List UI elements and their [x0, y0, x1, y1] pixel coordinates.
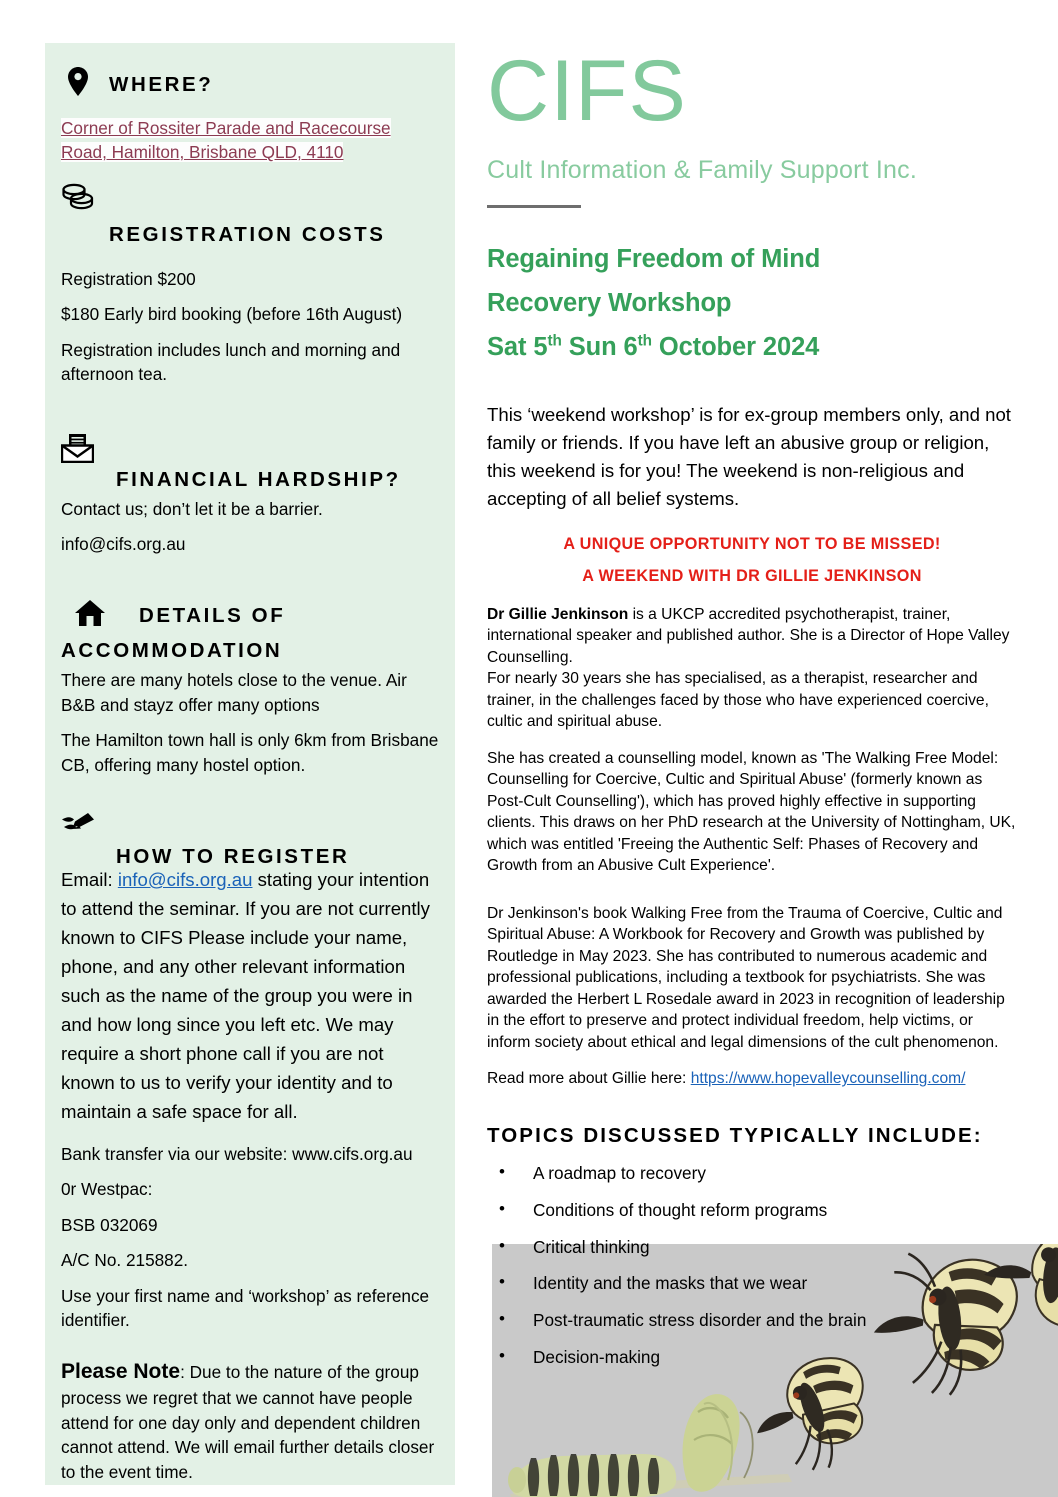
- topics-heading: TOPICS DISCUSSED TYPICALLY INCLUDE:: [487, 1124, 983, 1148]
- register-instructions: stating your intention to attend the seminar. If you are not currently known to CIFS Please include your name, phone, and any other relevant information such as the name of the group you were in and how long since you left etc. We may require a short phone call if you are not known to us to verify your identity and to maintain a safe space for all.: [61, 869, 430, 1123]
- hope-valley-counselling-link[interactable]: https://www.hopevalleycounselling.com/: [690, 1070, 966, 1088]
- bio-paragraph-2: For nearly 30 years she has specialised, as a therapist, researcher and trainer, in the challenges faced by those who have experienced coercive, cultic and spiritual abuse.: [487, 670, 989, 731]
- hardship-email[interactable]: info@cifs.org.au: [61, 533, 186, 554]
- accommodation-heading-line1: DETAILS OF: [139, 603, 286, 627]
- accommodation-line-2: The Hamilton town hall is only 6km from Brisbane CB, offering many hostel option.: [61, 730, 439, 775]
- please-note-body: : Due to the nature of the group process we regret that we cannot have people attend for one day only and dependent children cannot attend. We will email further details closer to the event time.: [61, 1361, 435, 1482]
- where-heading: WHERE?: [109, 72, 214, 96]
- cifs-logo: CIFS: [487, 43, 687, 139]
- bank-line-2: 0r Westpac:: [61, 1179, 153, 1200]
- speaker-name: Dr Gillie Jenkinson: [487, 605, 629, 623]
- date-ordinal-2: th: [637, 332, 652, 350]
- home-icon: [73, 600, 107, 631]
- bio-paragraph-4: Dr Jenkinson's book Walking Free from the Trauma of Coercive, Cultic and Spiritual Abuse: A Workbook for Recovery and Growth was published by Routledge in May 2023. She has contributed to numerous academic and professional publications, including a textbook for psychiatrists. She was awarded the Herbert L Rosedale award in 2023 in recognition of leadership in the effort to preserve and protect individual freedom, help victims, or inform society about ethical and legal dimensions of the cult phenomenon.: [487, 904, 1005, 1051]
- bank-line-4: A/C No. 215882.: [61, 1250, 189, 1271]
- topic-item: • Decision-making: [487, 1349, 1017, 1366]
- hardship-icon-row: [61, 433, 439, 470]
- pen-nib-icon: [61, 812, 101, 842]
- registration-cost-line-3: Registration includes lunch and morning and afternoon tea.: [61, 339, 401, 385]
- financial-hardship-heading: FINANCIAL HARDSHIP?: [116, 467, 401, 491]
- how-to-register-icon-row: [61, 811, 439, 843]
- bio-paragraph-3: She has created a counselling model, known as 'The Walking Free Model: Counselling for Coercive, Cultic and Spiritual Abuse' (formerly known as Post-Cult Counselling'), which has proved highly effective in supporting clients. This draws on her PhD research at the University of Nottingham, UK, which was entitled 'Freeing the Authentic Self: Phases of Recovery and Growth from an Abusive Cult Experience'.: [487, 749, 1016, 875]
- cifs-logo-subtitle: Cult Information & Family Support Inc.: [487, 156, 917, 184]
- topic-item: • Critical thinking: [487, 1239, 1017, 1256]
- bio-paragraph-1: [487, 604, 1017, 669]
- bank-line-3: BSB 032069: [61, 1214, 158, 1235]
- location-pin-icon: [61, 67, 95, 102]
- header-divider: [487, 205, 581, 208]
- registration-cost-line-2: $180 Early bird booking (before 16th August): [61, 304, 403, 325]
- event-title-block: [487, 238, 1017, 370]
- red-headline-2: A WEEKEND WITH DR GILLIE JENKINSON: [582, 566, 922, 585]
- event-title-line-1: Regaining Freedom of Mind: [487, 245, 821, 273]
- please-note-label: Please Note: [61, 1359, 181, 1383]
- topic-item: • Conditions of thought reform programs: [487, 1202, 1017, 1219]
- registration-icon-row: [61, 183, 439, 217]
- register-email-link[interactable]: info@cifs.org.au: [117, 869, 253, 891]
- please-note-block: [61, 1357, 439, 1485]
- topics-list: [487, 1165, 1017, 1366]
- where-heading-row: [61, 67, 439, 102]
- red-headline-1: A UNIQUE OPPORTUNITY NOT TO BE MISSED!: [563, 534, 941, 553]
- date-part-1: Sat 5: [487, 332, 548, 361]
- event-date-line: [487, 326, 1017, 370]
- accommodation-heading-line2: ACCOMMODATION: [61, 639, 283, 663]
- main-content-column: [487, 0, 1017, 1497]
- registration-cost-line-1: Registration $200: [61, 268, 196, 289]
- date-part-2: Sun 6: [561, 332, 638, 361]
- date-part-3: October 2024: [651, 332, 820, 361]
- topic-item: • Identity and the masks that we wear: [487, 1275, 1017, 1292]
- read-more-label: Read more about Gillie here:: [487, 1070, 691, 1088]
- how-to-register-body: [61, 865, 439, 1126]
- hardship-line: Contact us; don’t let it be a barrier.: [61, 498, 323, 519]
- left-info-panel: [45, 43, 455, 1485]
- accommodation-line-1: There are many hotels close to the venue. Air B&B and stayz offer many options: [61, 670, 407, 715]
- bio-text-1: is a UKCP accredited psychotherapist, trainer, international speaker and published author. She is a Director of Hope Valley Counselling.: [487, 605, 1010, 666]
- read-more-line: [487, 1070, 1017, 1088]
- topic-item: • Post-traumatic stress disorder and the brain: [487, 1312, 1017, 1329]
- venue-address-wrap: [61, 116, 439, 165]
- event-title-line-2: Recovery Workshop: [487, 288, 732, 317]
- date-ordinal-1: th: [547, 332, 562, 350]
- envelope-icon: [61, 438, 94, 469]
- venue-address[interactable]: Corner of Rossiter Parade and Racecourse Road, Hamilton, Brisbane QLD, 4110: [61, 118, 391, 163]
- bank-line-5: Use your first name and ‘workshop’ as reference identifier.: [61, 1285, 430, 1331]
- intro-paragraph: This ‘weekend workshop’ is for ex-group members only, and not family or friends. If you have left an abusive group or religion, this weekend is for you! The weekend is non-religious and accepting of all belief systems.: [487, 403, 1011, 510]
- how-to-register-heading: HOW TO REGISTER: [116, 845, 350, 869]
- topic-item: • A roadmap to recovery: [487, 1165, 1017, 1182]
- registration-costs-heading: REGISTRATION COSTS: [109, 222, 386, 246]
- coins-icon: [61, 186, 95, 216]
- email-label: Email:: [61, 869, 118, 891]
- accommodation-heading-row: [61, 600, 439, 631]
- bank-line-1: Bank transfer via our website: www.cifs.org.au: [61, 1144, 413, 1165]
